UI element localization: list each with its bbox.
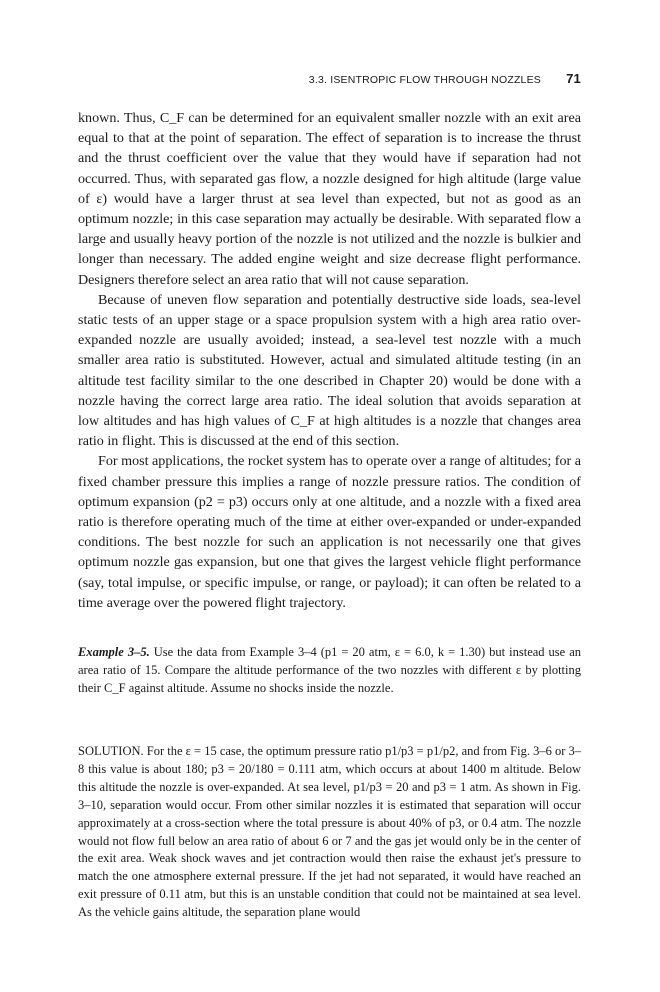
- paragraph-1: known. Thus, C_F can be determined for an equivalent smaller nozzle with an exit area equal to that at the point of separation. The effect of separation is to increase the thrust and the thrust coefficient over the value that they would have if separation had not occurred. Thus, with separated gas flow, a nozzle designed for high altitude (large value of ε) would have a larger thrust at sea level than expected, but not as good as an optimum nozzle; in this case separation may actually be desirable. With separated flow a large and usually heavy portion of the nozzle is not utilized and the nozzle is bulkier and longer than necessary. The added engine weight and size decrease flight performance. Designers therefore select an area ratio that will not cause separation.: [78, 110, 581, 288]
- body-text: [78, 108, 581, 613]
- running-title: 3.3. ISENTROPIC FLOW THROUGH NOZZLES: [308, 74, 541, 86]
- paragraph-2: Because of uneven flow separation and potentially destructive side loads, sea-level static tests of an upper stage or a space propulsion system with a high area ratio over-expanded nozzle are usually avoided; instead, a sea-level test nozzle with a much smaller area ratio is substituted. However, actual and simulated altitude testing (in an altitude test facility similar to the one described in Chapter 20) would be done with a nozzle having the correct large area ratio. The ideal solution that avoids separation at low altitudes and has high values of C_F at high altitudes is a nozzle that changes area ratio in flight. This is discussed at the end of this section.: [78, 291, 581, 450]
- solution-text: For the ε = 15 case, the optimum pressure ratio p1/p3 = p1/p2, and from Fig. 3–6 or 3–8 this value is about 180; p3 = 20/180 = 0.111 atm, which occurs at about 1400 m altitude. Below this altitude the nozzle is over-expanded. At sea level, p1/p3 = 20 and p3 = 1 atm. As shown in Fig. 3–10, separation would occur. From other similar nozzles it is estimated that separation will occur approximately at a cross-section where the total pressure is about 40% of p3, or 0.4 atm. The nozzle would not flow full below an area ratio of about 6 or 7 and the gas jet would only be in the center of the exit area. Weak shock waves and jet contraction would then raise the exhaust jet's pressure to match the one atmosphere external pressure. If the jet had not separated, it would have reached an exit pressure of 0.11 atm, but this is an unstable condition that could not be maintained at sea level. As the vehicle gains altitude, the separation plane would: [78, 744, 582, 920]
- example-block: [78, 643, 581, 697]
- paragraph-3: For most applications, the rocket system has to operate over a range of altitudes; for a fixed chamber pressure this implies a range of nozzle pressure ratios. The condition of optimum expansion (p2 = p3) occurs only at one altitude, and a nozzle with a fixed area ratio is therefore operating much of the time at either over-expanded or under-expanded conditions. The best nozzle for such an application is not necessarily one that gives optimum nozzle gas expansion, but one that gives the largest vehicle flight performance (say, total impulse, or specific impulse, or range, or payload); it can often be related to a time average over the powered flight trajectory.: [78, 453, 581, 611]
- page-number: 71: [566, 71, 581, 86]
- example-text: Use the data from Example 3–4 (p1 = 20 atm, ε = 6.0, k = 1.30) but instead use an area ratio of 15. Compare the altitude performance of the two nozzles with different ε by plotting their C_F against altitude. Assume no shocks inside the nozzle.: [78, 645, 582, 695]
- example-label: Example 3–5.: [78, 645, 150, 659]
- solution-label: SOLUTION.: [78, 744, 144, 758]
- page-header: [78, 60, 581, 86]
- solution-block: [78, 743, 581, 922]
